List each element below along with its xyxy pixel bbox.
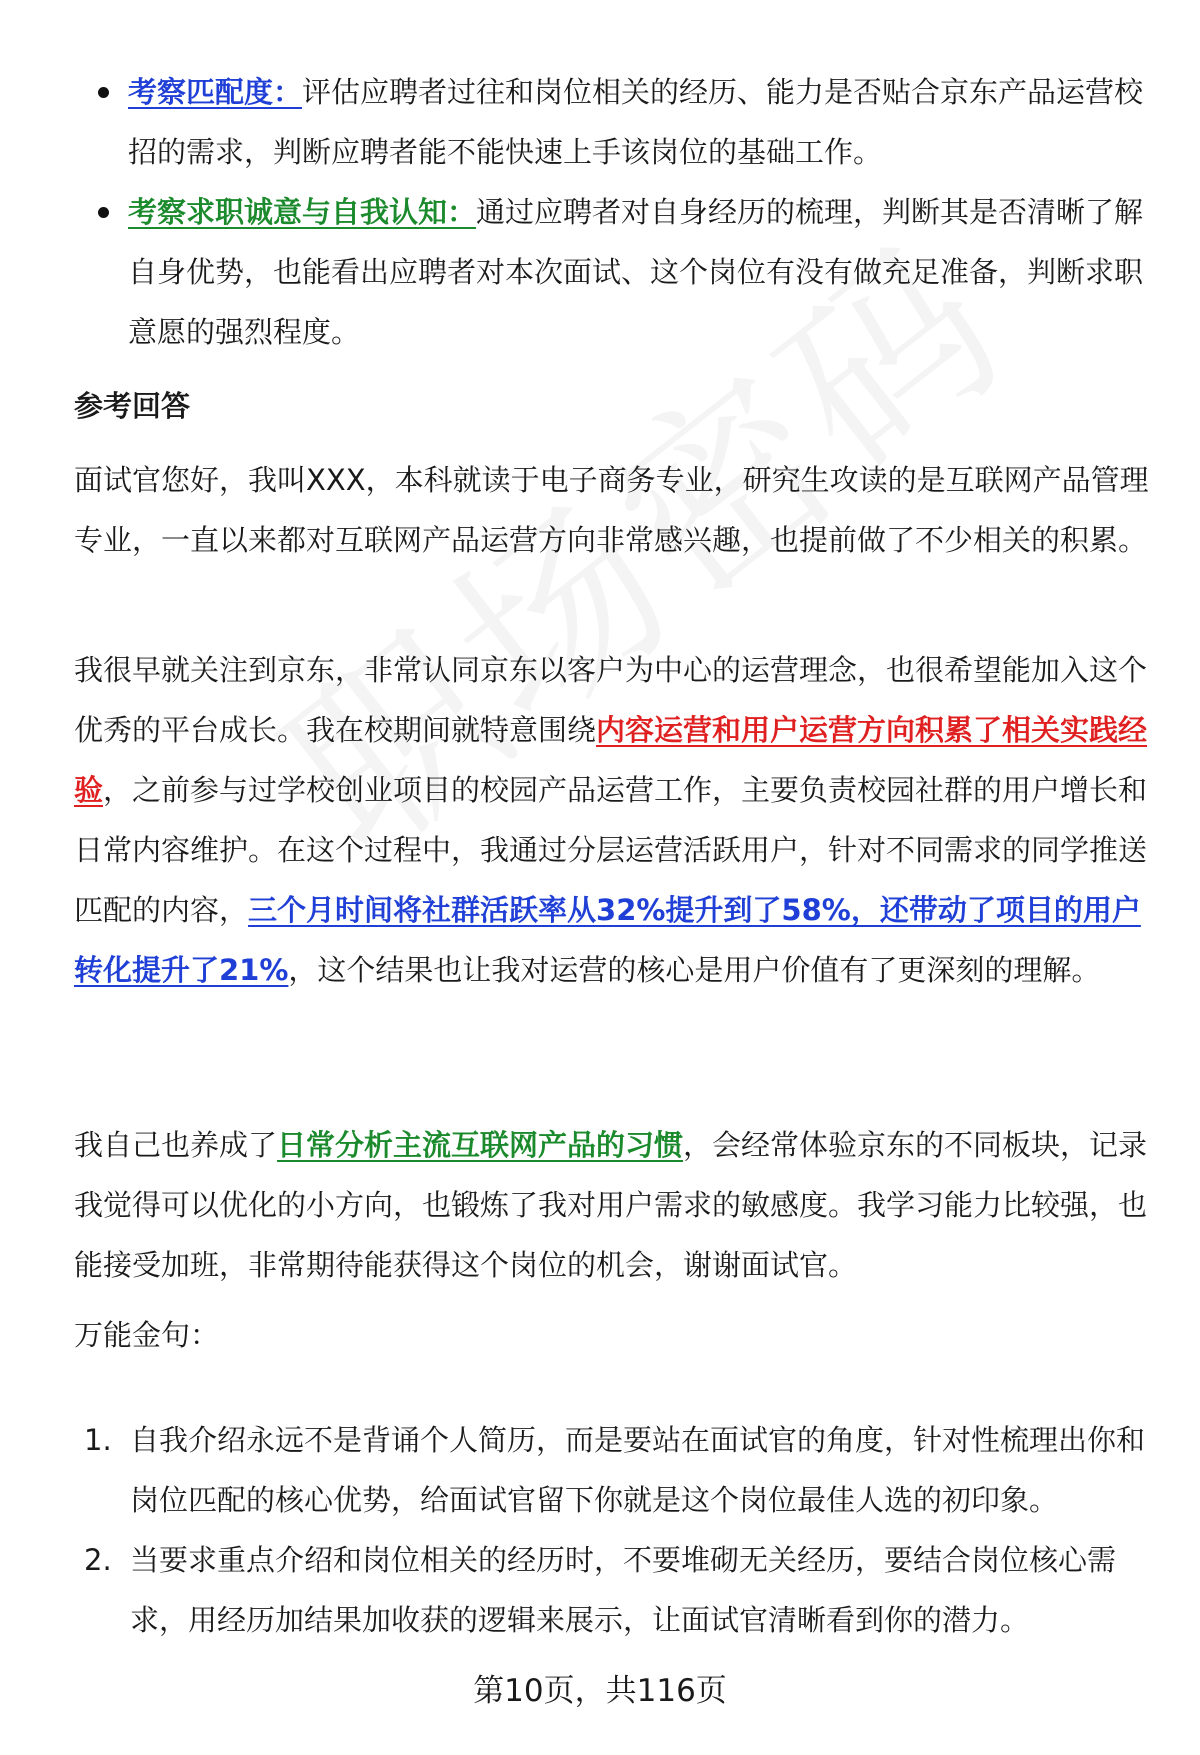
evaluation-points-list [72,62,1152,362]
highlight-red: 内容运营和用户运营方向积累了相关实践经验 [74,713,1148,807]
highlight-label: 考察匹配度： [128,75,303,109]
section-title: 参考回答 [74,389,191,423]
list-item [74,1410,1164,1530]
list-item-text: 通过应聘者对自身经历的梳理，判断其是否清晰了解自身优势，也能看出应聘者对本次面试、这个岗位有没有做充足准备，判断求职意愿的强烈程度。 [128,195,1144,349]
answer-paragraph-1: 面试官您好，我叫XXX，本科就读于电子商务专业，研究生攻读的是互联网产品管理专业，一直以来都对互联网产品运营方向非常感兴趣，也提前做了不少相关的积累。 [74,463,1149,557]
highlight-blue: 三个月时间将社群活跃率从32%提升到了58%，还带动了项目的用户转化提升了21% [74,893,1141,987]
paragraph-text: 我自己也养成了 [74,1128,278,1162]
paragraph-text: ，会经常体验京东的不同板块，记录我觉得可以优化的小方向，也锻炼了我对用户需求的敏感度。我学习能力比较强，也能接受加班，非常期待能获得这个岗位的机会，谢谢面试官。 [74,1128,1148,1282]
paragraph-text: 我很早就关注到京东，非常认同京东以客户为中心的运营理念，也很希望能加入这个优秀的平台成长。我在校期间就特意围绕 [74,653,1148,747]
page-number: 第10页，共116页 [473,1673,727,1709]
list-number: 2. [84,1543,112,1577]
list-item [72,182,1152,362]
bullet-icon [98,87,109,98]
answer-paragraph-2 [74,640,1164,1000]
highlight-green: 日常分析主流互联网产品的习惯 [277,1128,684,1162]
list-item [72,62,1152,182]
bullet-icon [98,207,109,218]
highlight-label: 考察求职诚意与自我认知： [128,195,477,229]
tips-list [74,1410,1164,1650]
golden-sentences-title: 万能金句： [74,1318,220,1352]
paragraph-text: ，之前参与过学校创业项目的校园产品运营工作，主要负责校园社群的用户增长和日常内容维护。在这个过程中，我通过分层运营活跃用户，针对不同需求的同学推送匹配的内容， [74,773,1148,927]
list-item-text: 当要求重点介绍和岗位相关的经历时，不要堆砌无关经历，要结合岗位核心需求，用经历加结果加收获的逻辑来展示，让面试官清晰看到你的潜力。 [130,1543,1117,1637]
list-item-text: 评估应聘者过往和岗位相关的经历、能力是否贴合京东产品运营校招的需求，判断应聘者能不能快速上手该岗位的基础工作。 [128,75,1144,169]
list-item [74,1530,1164,1650]
answer-paragraph-3 [74,1115,1164,1295]
list-number: 1. [84,1423,112,1457]
list-item-text: 自我介绍永远不是背诵个人简历，而是要站在面试官的角度，针对性梳理出你和岗位匹配的核心优势，给面试官留下你就是这个岗位最佳人选的初印象。 [130,1423,1146,1517]
paragraph-text: ，这个结果也让我对运营的核心是用户价值有了更深刻的理解。 [288,953,1101,987]
